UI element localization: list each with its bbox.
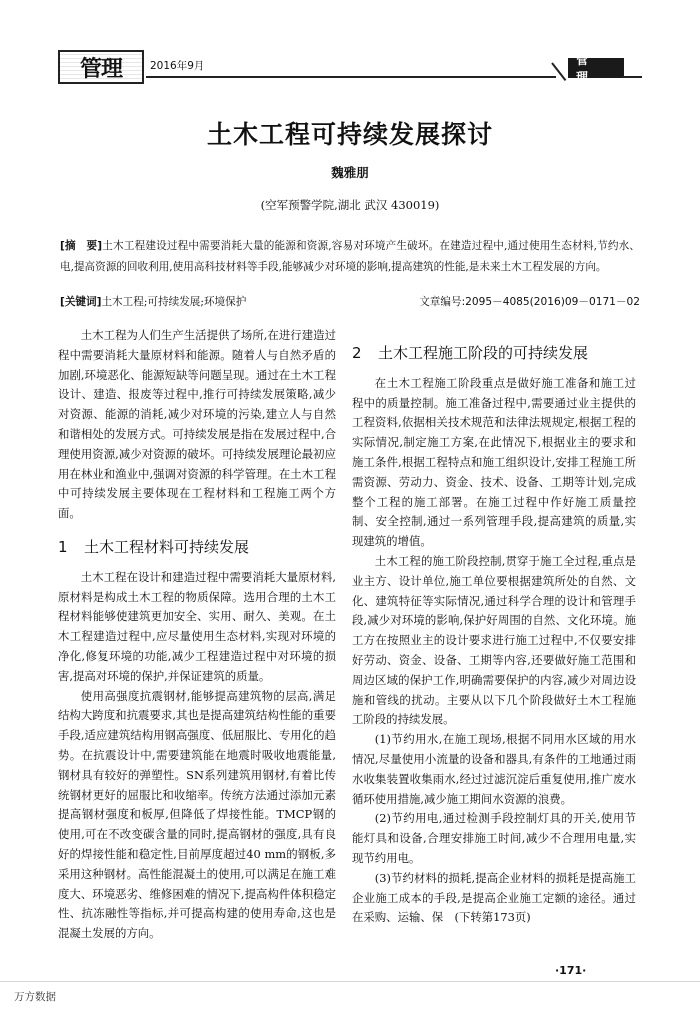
list-item-water: (1)节约用水,在施工现场,根据不同用水区域的用水情况,尽量使用小流量的设备和器具,有条件的工地通过雨水收集装置收集雨水,经过过滤沉淀后重复使用,推广废水循环使用措施,减少施工期间水资源的浪费。 [352,732,636,806]
article-number: 文章编号:2095－4085(2016)09－0171－02 [419,296,640,308]
journal-logo-text: 管理 [79,56,122,82]
section-2-paragraph-1: 在土木工程施工阶段重点是做好施工准备和施工过程中的质量控制。施工准备过程中,需要通过业主提供的工程资料,依据相关技术规范和法律法规规定,根据工程的实际情况,制定施工方案,在此情况下,根据业主的要求和施工条件,根据工程特点和施工组织设计,安排工程施工所需资源、劳动力、资金、技术、设备、工期等计划,完成整个工程的施工部署。在施工过程中作好施工质量控制、安全控制,通过一系列管理手段,提高建筑的质量,实现建筑的增值。 [352,375,636,549]
abstract [60,236,640,278]
left-column [58,326,336,944]
header-rule-slant [551,62,566,81]
section-1-number: 1 [58,537,68,556]
header-rule [146,76,556,78]
page-number: ·171· [555,964,587,977]
abstract-label: [摘 要] [60,240,103,252]
section-2-heading [352,344,636,364]
article-title: 土木工程可持续发展探讨 [206,120,493,149]
keywords-text: 土木工程;可持续发展;环境保护 [101,296,247,308]
section-2-number: 2 [352,344,362,362]
issue-date: 2016年9月 [150,60,205,72]
section-2-title: 土木工程施工阶段的可持续发展 [378,344,589,362]
keywords-label: [关键词] [60,296,102,308]
section-1-title: 土木工程材料可持续发展 [84,537,250,556]
keywords [60,294,246,309]
journal-logo [58,50,144,84]
author-affiliation: (空军预警学院,湖北 武汉 430019) [260,198,440,212]
section-2-paragraph-2: 土木工程的施工阶段控制,贯穿于施工全过程,重点是业主方、设计单位,施工单位要根据建筑所处的自然、文化、建筑特征等实际情况,通过科学合理的设计和管理手段,减少对环境的影响,保护好周围的自然、文化环境。施工方在按照业主的设计要求进行施工过程中,不仅要安排好劳动、资金、设备、工期等内容,还要做好施工范围和周边区域的保护工作,明确需要保护的内容,减少对周边设施和管线的扰动。主要从以下几个阶段做好土木工程施工阶段的持续发展。 [352,553,636,727]
section-1-paragraph-2: 使用高强度抗震钢材,能够提高建筑物的层高,满足结构大跨度和抗震要求,其也是提高建筑结构性能的重要手段,适应建筑结构用钢高强度、低屈服比、专用化的趋势。在抗震设计中,需要建筑能在地震时吸收地震能量,钢材具有较好的弹塑性。SN系列建筑用钢材,有着比传统钢材更好的屈服比和收缩率。传统方法通过添加元素提高钢材强度和板厚,但降低了焊接性能。TMCP钢的使用,可在不改变碳含量的同时,提高钢材的强度,具有良好的焊接性能和稳定性,目前厚度超过40 mm的钢板,多采用这种钢材。高性能混凝土的使用,可以满足在施工难度大、环境恶劣、维修困难的情况下,提高构件体积稳定性、抗冻融性等指标,并可提高构建的使用寿命,这也是混凝土发展的方向。 [58,688,336,941]
section-1-heading [58,538,336,558]
list-item-materials: (3)节约材料的损耗,提高企业材料的损耗是提高施工企业施工成本的手段,是提高企业施工定额的途径。通过在采购、运输、保 (下转第173页) [352,870,636,925]
section-tag: 管 理 [568,58,624,78]
footer-source: 万方数据 [14,991,56,1003]
section-1-paragraph-1: 土木工程在设计和建造过程中需要消耗大量原材料,原材料是构成土木工程的物质保障。选用合理的土木工程材料能够使建筑更加安全、实用、耐久、美观。在土木工程建造过程中,应尽量使用生态材料,实现对环境的净化,修复环境的功能,减少工程建造过程中对环境的损害,提高对环境的保护,并保证建筑的质量。 [58,569,336,683]
footer-rule [0,981,700,982]
header-rule-end [622,76,642,78]
keywords-row [60,294,640,309]
abstract-text: 土木工程建设过程中需要消耗大量的能源和资源,容易对环境产生破坏。在建造过程中,通过使用生态材料,节约水、电,提高资源的回收利用,使用高科技材料等手段,能够减少对环境的影响,提高建筑的性能,是未来土木工程发展的方向。 [60,240,640,273]
right-column [352,326,636,928]
intro-paragraph: 土木工程为人们生产生活提供了场所,在进行建造过程中需要消耗大量原材料和能源。随着人与自然矛盾的加剧,环境恶化、能源短缺等问题呈现。通过在土木工程设计、建造、报废等过程中,推行可持续发展策略,减少对资源、能源的消耗,减少对环境的污染,建立人与自然和谐相处的发展方式。可持续发展是指在发展过程中,合理使用资源,减少对资源的破坏。可持续发展理论最初应用在林业和渔业中,强调对资源的科学管理。在土木工程中可持续发展主要体现在工程材料和工程施工两个方面。 [58,328,336,521]
article-author: 魏雅朋 [331,165,369,180]
list-item-electricity: (2)节约用电,通过检测手段控制灯具的开关,使用节能灯具和设备,合理安排施工时间,减少不合理用电量,实现节约用电。 [352,811,636,865]
